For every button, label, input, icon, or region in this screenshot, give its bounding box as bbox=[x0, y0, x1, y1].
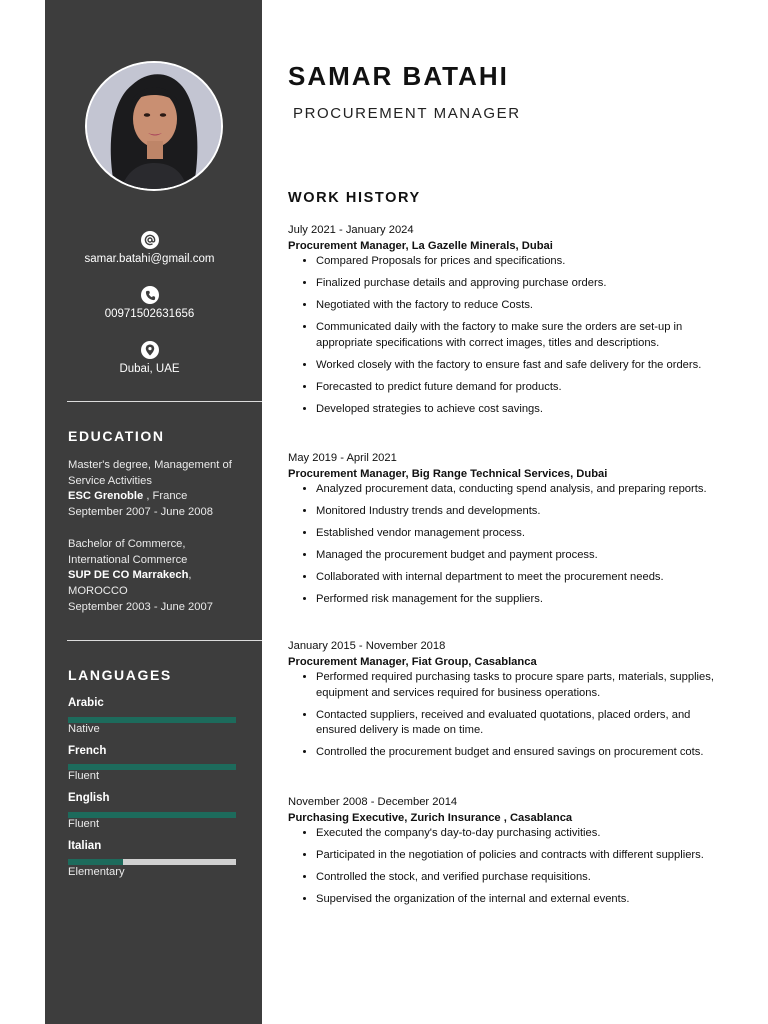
sidebar-divider bbox=[67, 401, 262, 402]
at-icon bbox=[141, 231, 159, 249]
job-bullet: • Managed the procurement budget and payment process. bbox=[316, 548, 728, 564]
job-title: Procurement Manager, Fiat Group, Casablanca bbox=[288, 656, 537, 668]
education-place: , France bbox=[143, 490, 188, 503]
education-school: SUP DE CO Marrakech bbox=[68, 569, 189, 582]
job-bullet: • Contacted suppliers, received and evaluated quotations, placed orders, and ensured delivery is made on time. bbox=[316, 708, 728, 739]
phone-text[interactable]: 00971502631656 bbox=[104, 308, 195, 320]
education-heading: EDUCATION bbox=[68, 428, 165, 444]
job-bullet: • Collaborated with internal department to meet the procurement needs. bbox=[316, 570, 728, 586]
education-school: ESC Grenoble bbox=[68, 490, 144, 503]
languages-heading: LANGUAGES bbox=[68, 667, 172, 683]
profile-photo-image bbox=[87, 63, 221, 189]
education-entry bbox=[68, 458, 248, 521]
education-degree: Bachelor of Commerce, International Commerce bbox=[68, 538, 188, 566]
language-name: French bbox=[68, 745, 107, 757]
job-bullets bbox=[288, 482, 728, 608]
sidebar bbox=[45, 0, 262, 1024]
job-bullet: • Analyzed procurement data, conducting spend analysis, and preparing reports. bbox=[316, 482, 728, 498]
language-level: Fluent bbox=[68, 818, 100, 830]
email-text[interactable]: samar.batahi@gmail.com bbox=[84, 253, 215, 265]
job-title: Procurement Manager, La Gazelle Minerals, Dubai bbox=[288, 240, 553, 252]
job-bullet: • Compared Proposals for prices and specifications. bbox=[316, 254, 728, 270]
education-school-line bbox=[68, 489, 248, 505]
job-title-header: PROCUREMENT MANAGER bbox=[293, 105, 521, 122]
job-bullet: • Forecasted to predict future demand for products. bbox=[316, 380, 728, 396]
job-bullet: • Communicated daily with the factory to make sure the orders are set-up in appropriate specifications with correct images, titles and descriptions. bbox=[316, 320, 728, 351]
education-degree: Master's degree, Management of Service Activities bbox=[68, 459, 232, 487]
job-dates: November 2008 - December 2014 bbox=[288, 796, 458, 808]
job-bullet: • Supervised the organization of the internal and external events. bbox=[316, 892, 728, 908]
job-bullet: • Performed risk management for the suppliers. bbox=[316, 592, 728, 608]
job-title: Procurement Manager, Big Range Technical Services, Dubai bbox=[288, 468, 608, 480]
job-bullets bbox=[288, 670, 728, 761]
job-dates: May 2019 - April 2021 bbox=[288, 452, 397, 464]
language-proficiency-bar bbox=[68, 859, 236, 865]
job-entry bbox=[288, 639, 728, 767]
location-text: Dubai, UAE bbox=[119, 363, 180, 375]
education-school-line bbox=[68, 568, 248, 599]
job-bullet: • Developed strategies to achieve cost savings. bbox=[316, 402, 728, 418]
education-dates: September 2003 - June 2007 bbox=[68, 600, 213, 613]
job-bullet: • Controlled the stock, and verified purchase requisitions. bbox=[316, 870, 728, 886]
job-dates: July 2021 - January 2024 bbox=[288, 224, 414, 236]
job-entry bbox=[288, 795, 728, 914]
language-name: Italian bbox=[68, 840, 102, 852]
job-bullet: • Performed required purchasing tasks to procure spare parts, materials, supplies, equipment and services required for business operations. bbox=[316, 670, 728, 701]
job-bullet: • Finalized purchase details and approving purchase orders. bbox=[316, 276, 728, 292]
education-place: , MOROCCO bbox=[68, 569, 192, 598]
job-bullets bbox=[288, 254, 728, 417]
location-pin-icon bbox=[141, 341, 159, 359]
job-title: Purchasing Executive, Zurich Insurance , Casablanca bbox=[288, 812, 573, 824]
job-entry bbox=[288, 451, 728, 614]
job-bullet: • Executed the company's day-to-day purchasing activities. bbox=[316, 826, 728, 842]
education-entry bbox=[68, 537, 248, 616]
language-level: Native bbox=[68, 723, 100, 735]
language-name: Arabic bbox=[68, 697, 104, 709]
language-name: English bbox=[68, 792, 110, 804]
job-bullet: • Monitored Industry trends and developments. bbox=[316, 504, 728, 520]
job-bullets bbox=[288, 826, 728, 908]
job-bullet: • Established vendor management process. bbox=[316, 526, 728, 542]
job-bullet: • Negotiated with the factory to reduce Costs. bbox=[316, 298, 728, 314]
language-proficiency-fill bbox=[68, 859, 123, 865]
work-history-heading: WORK HISTORY bbox=[288, 190, 421, 206]
profile-photo bbox=[85, 61, 223, 191]
job-dates: January 2015 - November 2018 bbox=[288, 640, 446, 652]
job-bullet: • Controlled the procurement budget and ensured savings on procurement cots. bbox=[316, 745, 728, 761]
sidebar-divider bbox=[67, 640, 262, 641]
education-dates: September 2007 - June 2008 bbox=[68, 506, 213, 519]
language-level: Elementary bbox=[68, 866, 125, 878]
phone-icon bbox=[141, 286, 159, 304]
candidate-name: SAMAR BATAHI bbox=[288, 61, 509, 91]
language-level: Fluent bbox=[68, 770, 100, 782]
job-bullet: • Participated in the negotiation of policies and contracts with different suppliers. bbox=[316, 848, 728, 864]
job-entry bbox=[288, 223, 728, 424]
job-bullet: • Worked closely with the factory to ensure fast and safe delivery for the orders. bbox=[316, 358, 728, 374]
